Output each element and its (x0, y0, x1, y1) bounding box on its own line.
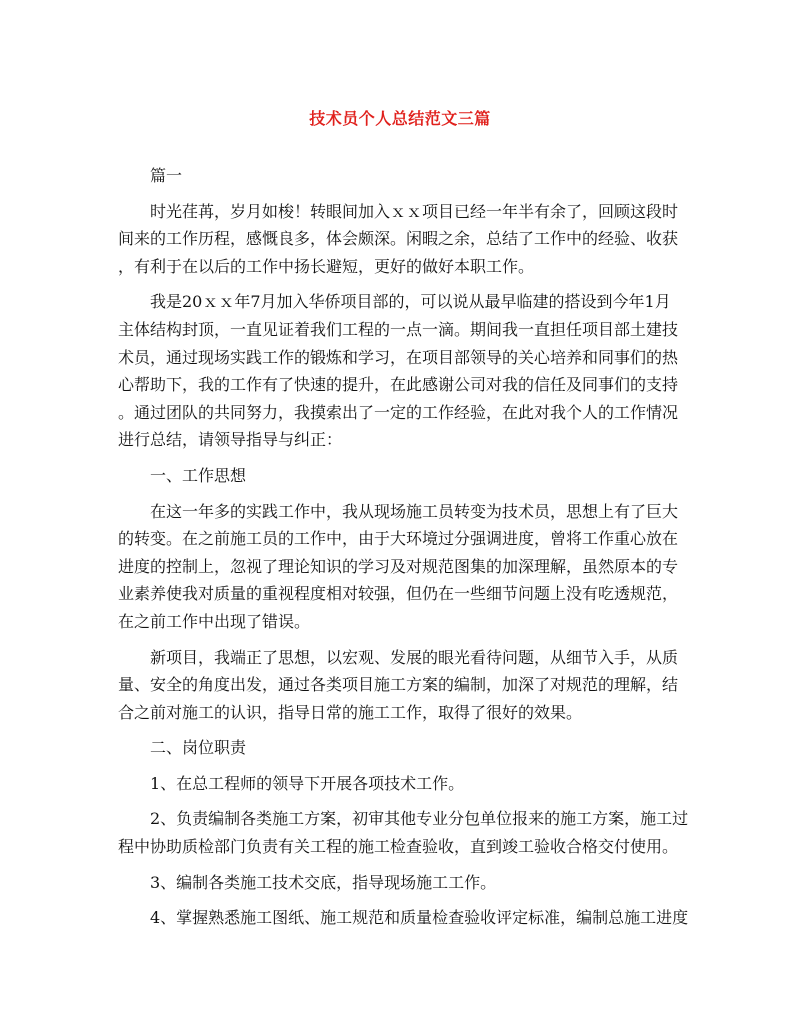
text-line: 术员，通过现场实践工作的锻炼和学习，在项目部领导的关心培养和同事们的热 (118, 347, 679, 367)
paragraph (118, 162, 684, 190)
paragraph (118, 462, 684, 490)
text-line: 心帮助下，我的工作有了快速的提升，在此感谢公司对我的信任及同事们的支持 (118, 375, 679, 395)
paragraph (118, 644, 684, 727)
text-line: 业素养使我对质量的重视程度相对较强，但仍在一些细节问题上没有吃透规范， (118, 584, 679, 604)
paragraph (118, 869, 684, 897)
text-line: 一、工作思想 (150, 465, 247, 485)
text-line: 新项目，我端正了思想，以宏观、发展的眼光看待问题，从细节入手，从质 (150, 647, 679, 667)
text-line: 在这一年多的实践工作中，我从现场施工员转变为技术员，思想上有了巨大 (150, 501, 679, 521)
paragraph (118, 498, 684, 636)
paragraph (118, 734, 684, 762)
text-line: 我是20ｘｘ年7月加入华侨项目部的，可以说从最早临建的搭设到今年1月 (150, 292, 671, 312)
text-line: 3、编制各类施工技术交底，指导现场施工工作。 (150, 872, 497, 892)
text-line: 在之前工作中出现了错误。 (118, 611, 311, 631)
text-line: 2、负责编制各类施工方案，初审其他专业分包单位报来的施工方案，施工过 (150, 809, 689, 829)
text-line: 二、岗位职责 (150, 738, 247, 758)
text-line: 进行总结，请领导指导与纠正： (118, 430, 343, 450)
text-line: 量、安全的角度出发，通过各类项目施工方案的编制，加深了对规范的理解，结 (118, 675, 679, 695)
text-line: 的转变。在之前施工员的工作中，由于大环境过分强调进度，曾将工作重心放在 (118, 529, 679, 549)
text-line: 篇一 (150, 166, 183, 185)
text-line: 。通过团队的共同努力，我摸索出了一定的工作经验，在此对我个人的工作情况 (118, 402, 679, 422)
paragraph (118, 805, 689, 860)
text-line: 合之前对施工的认识，指导日常的施工工作，取得了很好的效果。 (118, 702, 583, 722)
text-line: 1、在总工程师的领导下开展各项技术工作。 (150, 773, 465, 793)
text-line: 4、掌握熟悉施工图纸、施工规范和质量检查验收评定标准，编制总施工进度 (150, 908, 689, 928)
text-line: ，有利于在以后的工作中扬长避短，更好的做好本职工作。 (118, 256, 535, 276)
text-line: 主体结构封顶，一直见证着我们工程的一点一滴。期间我一直担任项目部土建技 (118, 319, 679, 339)
text-line: 程中协助质检部门负责有关工程的施工检查验收，直到竣工验收合格交付使用。 (118, 837, 679, 857)
text-line: 间来的工作历程，感慨良多，体会颇深。闲暇之余，总结了工作中的经验、收获 (118, 229, 679, 249)
paragraph (118, 198, 684, 281)
text-line: 进度的控制上，忽视了理论知识的学习及对规范图集的加深理解，虽然原本的专 (118, 556, 679, 576)
text-line: 时光荏苒，岁月如梭！转眼间加入ｘｘ项目已经一年半有余了，回顾这段时 (150, 201, 679, 221)
document-title: 技术员个人总结范文三篇 (309, 109, 491, 128)
paragraph (118, 288, 684, 454)
paragraph (118, 904, 689, 932)
paragraph (118, 770, 684, 798)
document-body (118, 162, 689, 932)
